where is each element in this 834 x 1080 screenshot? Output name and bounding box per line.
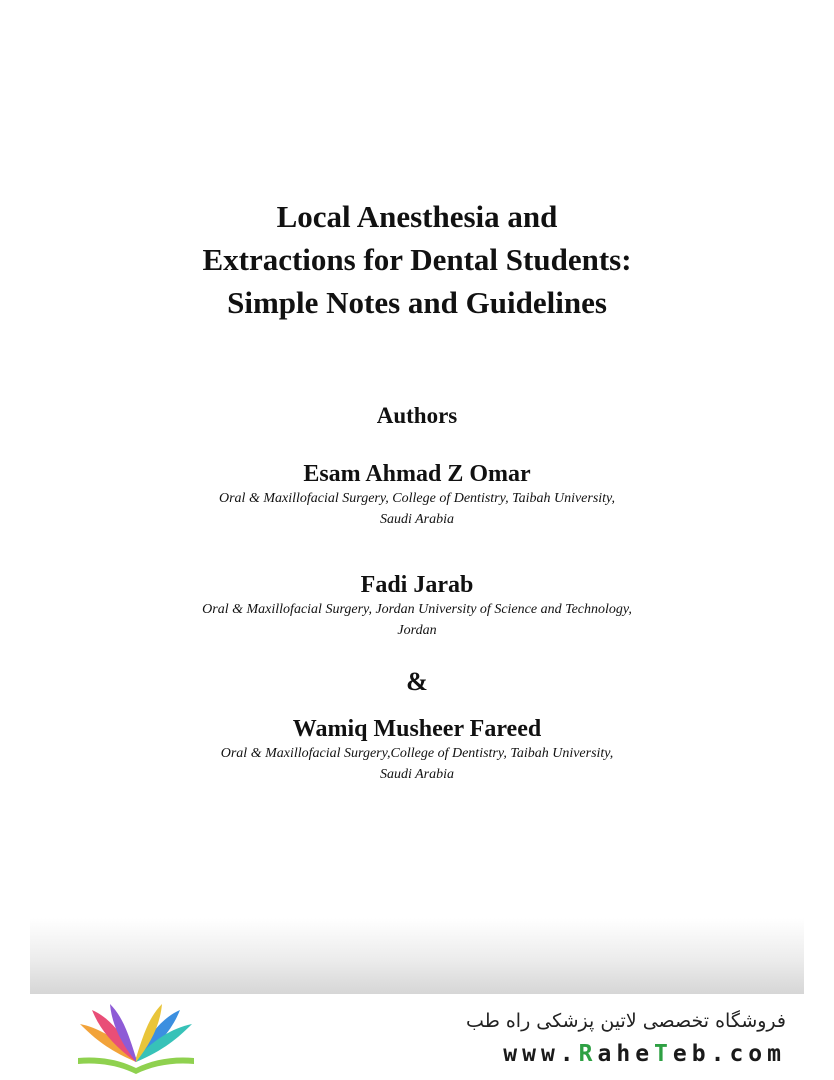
authors-heading: Authors bbox=[376, 403, 458, 428]
author-name: Esam Ahmad Z Omar bbox=[303, 461, 531, 487]
url-part: eb.com bbox=[672, 1041, 786, 1067]
author-name: Fadi Jarab bbox=[360, 572, 474, 598]
author-block bbox=[0, 715, 834, 785]
page-shadow-divider bbox=[30, 918, 804, 994]
book-page-fan bbox=[80, 1004, 192, 1062]
url-part: ahe bbox=[597, 1041, 655, 1067]
author-affiliation: Saudi Arabia bbox=[379, 512, 455, 527]
store-url-link[interactable] bbox=[503, 1041, 786, 1067]
author-block bbox=[0, 571, 834, 641]
ampersand: & bbox=[406, 667, 428, 696]
url-part-accent: R bbox=[578, 1041, 598, 1067]
author-affiliation: Oral & Maxillofacial Surgery, College of Dentistry, Taibah University, bbox=[219, 491, 615, 506]
title-line: Extractions for Dental Students: bbox=[202, 242, 632, 277]
store-name: فروشگاه تخصصی لاتین پزشکی راه طب bbox=[466, 1010, 786, 1032]
author-affiliation: Jordan bbox=[397, 623, 437, 638]
open-book-logo-icon bbox=[70, 1002, 202, 1074]
author-affiliation: Saudi Arabia bbox=[379, 767, 455, 782]
title-line: Local Anesthesia and bbox=[276, 199, 558, 234]
author-name: Wamiq Musheer Fareed bbox=[292, 716, 542, 742]
author-affiliation: Oral & Maxillofacial Surgery, Jordan University of Science and Technology, bbox=[202, 602, 632, 617]
title-line: Simple Notes and Guidelines bbox=[227, 285, 607, 320]
url-part-accent: T bbox=[654, 1041, 673, 1067]
author-block bbox=[0, 460, 834, 530]
url-part: www. bbox=[503, 1041, 579, 1067]
store-footer-banner bbox=[0, 994, 834, 1080]
author-affiliation: Oral & Maxillofacial Surgery,College of Dentistry, Taibah University, bbox=[220, 746, 614, 761]
book-title bbox=[0, 195, 834, 324]
